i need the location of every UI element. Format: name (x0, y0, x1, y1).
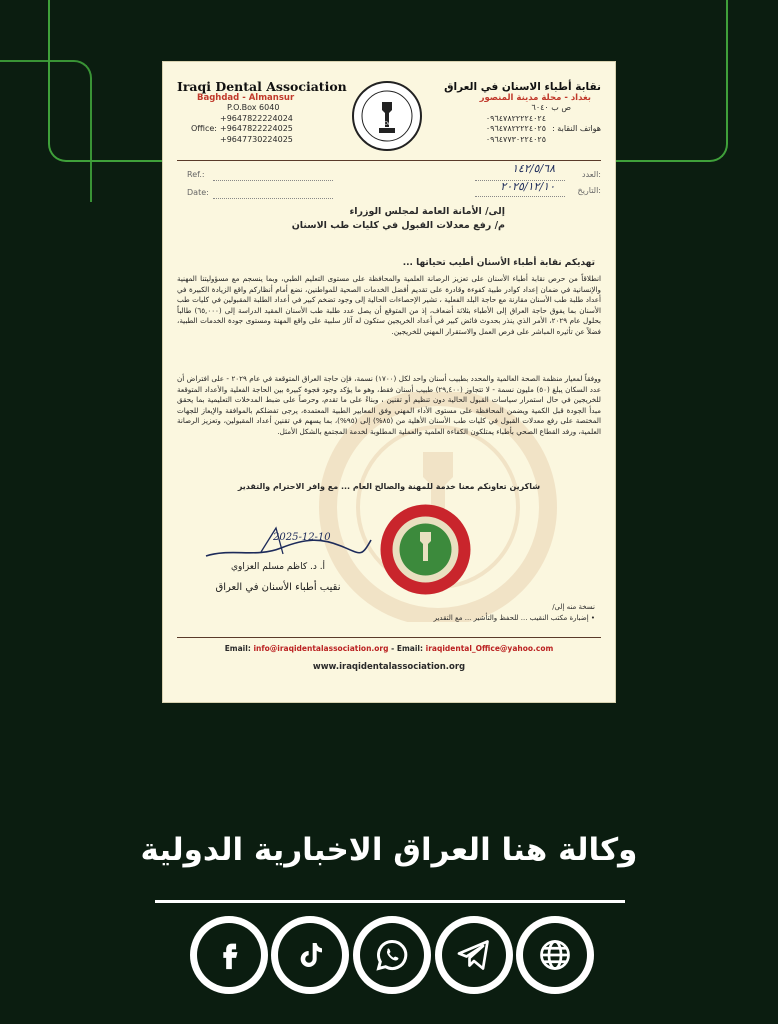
body-paragraph-2: ووفقاً لمعيار منظمة الصحة العالمية والمحدد بطبيب أسنان واحد لكل (١٧٠٠) نسمة، فإن حاجة العراق المتوقعة في عام ٢٠٢٩ - على افتراض أن عدد السكان يبلغ (٥٠) مليون نسمة - لا تتجاوز (٢٩,٤٠٠) طبيب أسنان فقط، وهو ما يؤكد وجود فجوة كبيرة بين الحاجة الفعلية والأعداد المتوقعة للخريجين في حال استمرار سياسات القبول الحالية دون تنظيم أو تقنين ، وبناءً على ما تقدم، وحرصاً على ضبط المدخلات التعليمية بما يحقق مبدأ الجودة قبل الكمية ويضمن المحافظة على مستوى الأداء المهني وفق المعايير الطبية المعتمدة، يرجى تفضلكم بالموافقة والإيعاز للجهات المختصة على رفع معدلات القبول في كليات طب الأسنان الأهلية من (٨٥%) إلى (٩٥%)، بما يسهم في تقنين أعداد المقبولين، وتعزيز الرصانة العلمية، ورفد القطاع الصحي بأطباء يمتلكون الكفاءة العلمية والعملية المطلوبة لخدمة المجتمع بالشكل الأمثل. (177, 374, 602, 436)
header-rule (177, 160, 601, 161)
agency-divider (155, 900, 625, 903)
globe-icon[interactable] (516, 916, 594, 994)
tiktok-icon[interactable] (271, 916, 349, 994)
subject-line: م/ رفع معدلات القبول في كليات طب الاسنان (291, 220, 505, 231)
copy-to-line: • إضبارة مكتب النقيب ... للحفظ والتأشير ... مع التقدير (433, 614, 595, 622)
ref-line (213, 180, 333, 181)
red-official-stamp (378, 502, 473, 597)
email2-label: - Email: (391, 644, 423, 653)
email2-link[interactable]: iraqidental_Office@yahoo.com (425, 644, 554, 653)
greeting: تهديكم نقابة أطباء الأسنان أطيب تحياتها ... (402, 258, 595, 268)
ref-label: Ref.: (187, 170, 205, 179)
ar-phone-label: هواتف النقابة : (552, 124, 601, 133)
association-city-en: Baghdad - Almansur (197, 92, 295, 103)
association-pobox-ar: ص ب ٦٠٤٠ (531, 103, 571, 112)
copy-to-block (434, 602, 595, 624)
association-city-ar: بغداد - محلة مدينة المنصور (479, 92, 591, 103)
letter-document (163, 62, 615, 702)
telegram-icon[interactable] (435, 916, 513, 994)
date-line (213, 198, 333, 199)
phone-1: +9647822224024 (220, 113, 293, 123)
addressee-block (292, 205, 505, 233)
association-seal-logo (351, 80, 423, 152)
ar-phone-3: ٠٩٦٤٧٧٣٠٢٢٤٠٢٥ (485, 134, 546, 144)
signatory-title: نقيب أطباء الأسنان في العراق (215, 582, 341, 593)
closing-thanks: شاكرين تعاونكم معنا خدمة للمهنة والصالح العام ... مع وافر الاحترام والتقدير (237, 482, 541, 491)
ar-phone-1: ٠٩٦٤٧٨٢٢٢٢٤٠٢٤ (485, 113, 546, 123)
email-label: Email: (224, 644, 251, 653)
footer-website[interactable]: www.iraqidentalassociation.org (312, 662, 466, 672)
phone-2: +9647822224025 (220, 124, 293, 133)
agency-name: وكالة هنا العراق الاخبارية الدولية (140, 832, 638, 868)
handwritten-signature (201, 518, 376, 568)
whatsapp-icon[interactable] (353, 916, 431, 994)
svg-text:IDA: IDA (382, 121, 392, 127)
association-pobox-en: P.O.Box 6040 (227, 103, 280, 112)
date-label-ar: التاريخ: (577, 186, 601, 195)
social-icons-row (190, 916, 594, 994)
letterhead-arabic (441, 82, 601, 145)
number-label-ar: العدد: (582, 170, 601, 179)
office-label: Office: (190, 124, 217, 133)
association-name-en: Iraqi Dental Association (177, 79, 347, 94)
date-ar-line (475, 196, 565, 197)
footer-rule (177, 637, 601, 638)
date-label: Date: (187, 188, 209, 197)
handwritten-number: ١٤٢/٥/٦٨ (512, 162, 555, 175)
footer-emails (163, 644, 615, 653)
body-paragraph-1: انطلاقاً من حرص نقابة أطباء الأسنان على تعزيز الرصانة العلمية والمحافظة على مستوى التعليم الطبي، وبما ينسجم مع مسؤوليتنا المهنية والإنسانية في ضمان إعداد كوادر طبية كفوءة وقادرة على تقديم أفضل الخدمات الصحية للمواطنين، نضع أمام أنظاركم واقع الزيادة الكبيرة في أعداد طلبة طب الأسنان مقارنة مع حاجة البلد الفعلية ، تشير الإحصاءات الحالية إلى وجود تضخم كبير في أعداد الطلبة المقبولين في كليات طب الأسنان بما يفوق حاجة العراق إلى الأطباء بثلاثة أضعاف، إذ من المتوقع أن يصل عدد طلبة طب الأسنان المقيد الدراسة إلى (٦٥,٠٠٠) طالباً بحلول عام ٢٠٢٩، الأمر الذي ينذر بحدوث فائض كبير في أعداد الخريجين ستكون له آثار سلبية على واقع المهنة ومستوى جودة الخدمات الطبية، فضلاً عن تأثيره المباشر على فرص العمل والاستقرار المهني للخريجين. (177, 274, 601, 336)
phone-3: +9647730224025 (220, 134, 293, 144)
signatory-name: أ. د. كاظم مسلم العزاوي (230, 562, 326, 572)
handwritten-signature-date: 2025-12-10 (273, 532, 331, 543)
ar-phone-2: ٠٩٦٤٧٨٢٢٢٢٤٠٢٥ (485, 124, 546, 133)
copy-to-label: نسخة منه إلى/ (552, 603, 595, 611)
email-link[interactable]: info@iraqidentalassociation.org (253, 644, 389, 653)
decorative-frame-corner (0, 60, 92, 202)
letterhead-english (177, 79, 347, 145)
handwritten-date: ٢٠٢٥/١٢/١٠ (500, 180, 555, 193)
addressee-to: إلى/ الأمانة العامة لمجلس الوزراء (349, 206, 505, 217)
facebook-icon[interactable] (190, 916, 268, 994)
association-name-ar: نقابة أطباء الاسنان في العراق (444, 81, 601, 93)
